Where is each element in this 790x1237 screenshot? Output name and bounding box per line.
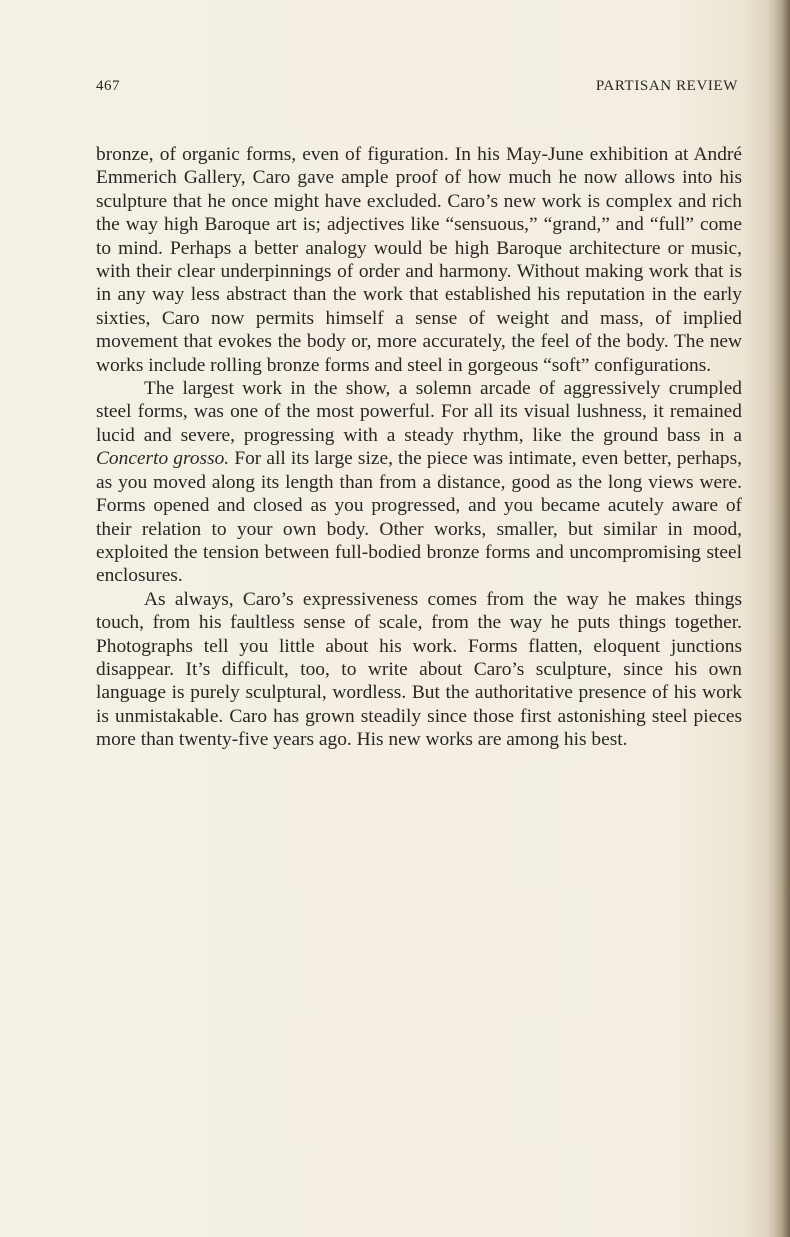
article-body: [96, 143, 742, 752]
page-number: 467: [96, 78, 120, 94]
paragraph-2-text-after: For all its large size, the piece was intimate, even better, perhaps, as you moved along its length than from a distance, good as the long views were. Forms opened and closed as you progressed, and you became acutely aware of their relation to your own body. Other works, smaller, but similar in mood, exploited the tension between full-bodied bronze forms and uncompromising steel enclosures.: [96, 448, 742, 587]
paragraph-2: [96, 377, 742, 588]
paragraph-1: bronze, of organic forms, even of figuration. In his May-June exhibition at André Emmerich Gallery, Caro gave ample proof of how much he now allows into his sculpture that he once might have excluded. Caro’s new work is complex and rich the way high Baroque art is; adjectives like “sensuous,” “grand,” and “full” come to mind. Perhaps a better analogy would be high Baroque architecture or music, with their clear underpinnings of order and harmony. Without making work that is in any way less abstract than the work that established his reputation in the early sixties, Caro now permits himself a sense of weight and mass, of implied movement that evokes the body or, more accurately, the feel of the body. The new works include rolling bronze forms and steel in gorgeous “soft” configurations.: [96, 144, 742, 376]
italic-title-concerto-grosso: Concerto grosso.: [96, 448, 230, 470]
paragraph-3: As always, Caro’s expressiveness comes from the way he makes things touch, from his faultless sense of scale, from the way he puts things together. Photographs tell you little about his work. Forms flatten, eloquent junctions disappear. It’s difficult, too, to write about Caro’s sculpture, since his own language is purely sculptural, wordless. But the authoritative presence of his work is unmistakable. Caro has grown steadily since those first astonishing steel pieces more than twenty-five years ago. His new works are among his best.: [96, 588, 742, 751]
page-header: [96, 78, 738, 98]
paragraph-2-text-before: The largest work in the show, a solemn arcade of aggressively crumpled steel forms, was one of the most powerful. For all its visual lushness, it remained lucid and severe, progressing with a steady rhythm, like the ground bass in a: [96, 378, 742, 446]
page-edge-shadow: [768, 0, 790, 1237]
running-head: PARTISAN REVIEW: [595, 78, 738, 94]
